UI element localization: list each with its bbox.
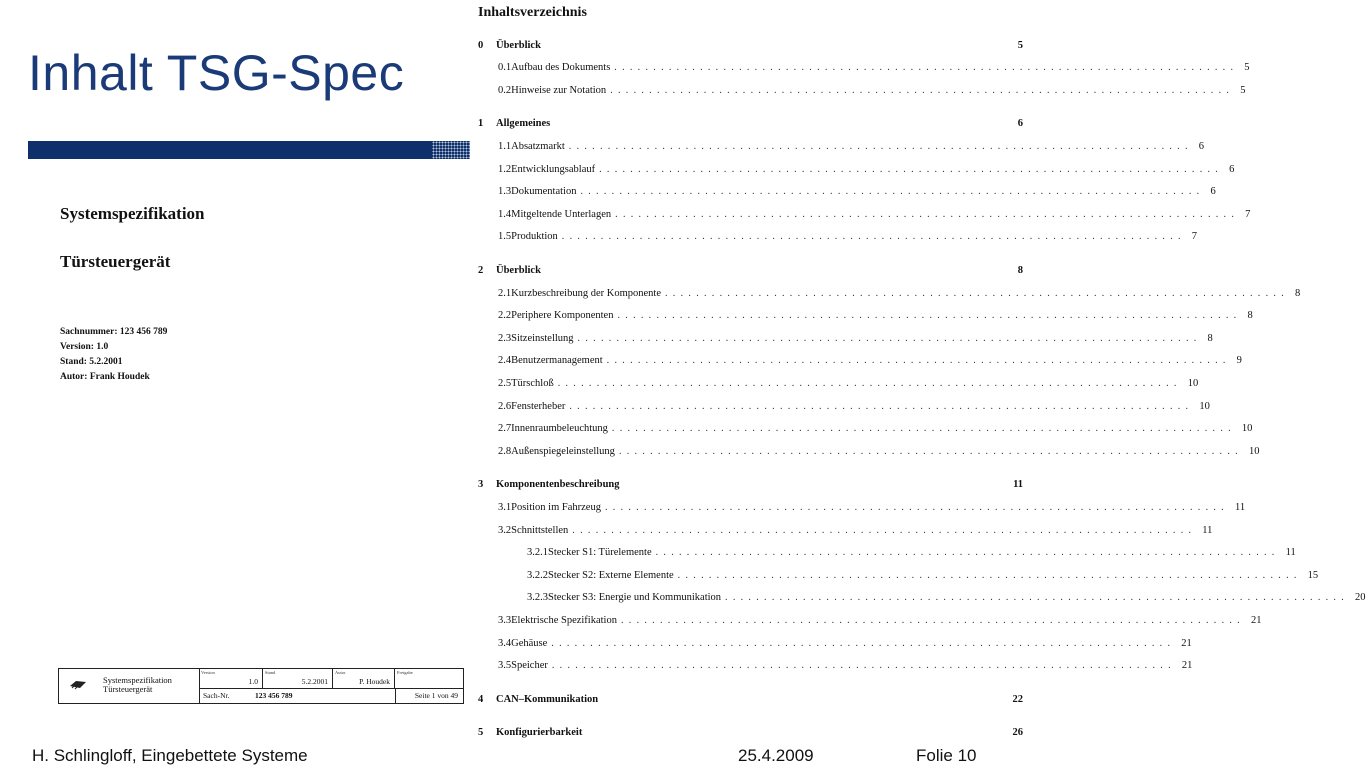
toc-entry[interactable] [478, 591, 1366, 605]
toc-entry-page: 8 [1247, 310, 1253, 322]
toc-entry-number: 1.4 [498, 208, 512, 220]
toc-entry[interactable] [478, 422, 1253, 436]
toc-entry[interactable] [478, 309, 1253, 323]
toc-entry-page: 8 [1295, 287, 1301, 299]
toc-entry-page: 5 [1017, 39, 1023, 51]
toc-entry-page: 10 [1187, 377, 1199, 389]
toc-entry-title: Überblick [496, 264, 541, 276]
toc-entry-title: Gehäuse [511, 637, 548, 649]
docbox-page-count: Seite 1 von 49 [414, 691, 458, 700]
toc-entry-number: 1 [478, 118, 484, 130]
toc-entry-title: Speicher [511, 660, 548, 672]
toc-entry-number: 3.5 [498, 660, 512, 672]
toc-entry-title: Aufbau des Dokuments [511, 62, 611, 74]
toc-entry-number: 4 [478, 693, 484, 705]
toc-dot-leader: ................................................................................ [677, 569, 1302, 581]
toc-dot-leader: ................................................................................ [604, 501, 1229, 513]
toc-entry-title: Entwicklungsablauf [511, 163, 596, 175]
toc-dot-leader: ................................................................................ [725, 592, 1350, 604]
toc-dot-leader: ................................................................................ [611, 423, 1236, 435]
toc-dot-leader: ................................................................................ [655, 547, 1280, 559]
toc-entry-title: Stecker S2: Externe Elemente [548, 569, 674, 581]
toc-dot-leader: ................................................................................ [551, 660, 1176, 672]
toc-entry-page: 22 [1012, 693, 1023, 705]
toc-entry-title: Konfigurierbarkeit [496, 727, 583, 739]
document-meta [60, 325, 167, 385]
toc-entry-page: 6 [1017, 118, 1023, 130]
docbox-stand: 5.2.2001 [301, 677, 328, 686]
docbox-stand-cell [263, 669, 333, 688]
toc-entry-number: 3.2.1 [527, 547, 548, 559]
docbox-row2 [199, 688, 463, 703]
toc-entry[interactable] [478, 286, 1301, 300]
docbox-title-cell [59, 669, 200, 703]
title-bar-dither [432, 141, 470, 159]
toc-entry-title: Außenspiegeleinstellung [511, 445, 615, 457]
toc-entry-number: 1.1 [498, 140, 512, 152]
toc-dot-leader: ................................................................................ [665, 287, 1289, 299]
toc-entry[interactable] [478, 354, 1242, 368]
toc-dot-leader: ................................................................................ [568, 140, 1193, 152]
toc-entry-title: Periphere Komponenten [511, 310, 614, 322]
toc-entry-page: 9 [1236, 355, 1242, 367]
docbox-line2: Türsteuergerät [103, 684, 153, 694]
docbox-version: 1.0 [248, 677, 258, 686]
toc-entry[interactable] [478, 83, 1246, 97]
toc-entry-title: Benutzermanagement [511, 355, 603, 367]
toc-entry-page: 5 [1244, 62, 1250, 74]
toc-dot-leader: ................................................................................ [580, 186, 1205, 198]
toc-entry[interactable] [478, 185, 1216, 199]
docbox-sach-nr: 123 456 789 [255, 691, 293, 700]
toc-dot-leader: ................................................................................ [557, 377, 1182, 389]
toc-entry-page: 6 [1210, 186, 1216, 198]
toc-entry-number: 1.5 [498, 231, 512, 243]
toc-entry-page: 11 [1013, 479, 1023, 491]
toc-entry[interactable] [478, 726, 1023, 740]
toc-dot-leader: ................................................................................ [618, 445, 1243, 457]
toc-entry-title: Hinweise zur Notation [511, 84, 607, 96]
toc-entry[interactable] [478, 230, 1198, 244]
toc-entry-page: 10 [1241, 423, 1253, 435]
toc-entry[interactable] [478, 399, 1210, 413]
toc-entry-page: 21 [1181, 660, 1193, 672]
toc-entry-page: 7 [1191, 231, 1198, 243]
toc-entry[interactable] [478, 692, 1023, 706]
toc-entry-number: 2.1 [498, 287, 512, 299]
docbox-version-cell [199, 669, 263, 688]
toc-entry-page: 20 [1355, 592, 1366, 604]
toc-entry[interactable] [478, 478, 1023, 492]
toc-entry[interactable] [478, 117, 1023, 131]
toc-dot-leader: ................................................................................ [610, 84, 1235, 96]
docbox-autor-label: Autor [335, 670, 346, 675]
toc-entry-title: Sitzeinstellung [511, 332, 574, 344]
toc-entry-page: 8 [1017, 264, 1023, 276]
docbox-line1: Systemspezifikation [103, 675, 172, 685]
toc-entry-number: 0.1 [498, 62, 512, 74]
toc-entry-page: 7 [1245, 208, 1251, 220]
toc-entry-title: Absatzmarkt [511, 140, 565, 152]
toc-entry-title: Position im Fahrzeug [511, 501, 601, 513]
docbox-version-label: Version [201, 670, 215, 675]
meta-sachnummer: Sachnummer: 123 456 789 [60, 327, 168, 337]
toc-entry[interactable] [478, 444, 1260, 458]
toc-entry[interactable] [478, 568, 1319, 582]
connector-icon [69, 679, 87, 689]
toc-entry[interactable] [478, 38, 1023, 52]
toc-entry-number: 0.2 [498, 84, 512, 96]
toc-entry[interactable] [478, 139, 1205, 153]
toc-entry-number: 2.5 [498, 377, 512, 389]
toc-entry[interactable] [478, 263, 1023, 277]
title-underline-bar [28, 141, 470, 159]
toc-entry[interactable] [478, 376, 1199, 390]
toc-entry[interactable] [478, 636, 1192, 650]
toc-entry[interactable] [478, 61, 1250, 75]
toc-dot-leader: ................................................................................ [606, 355, 1231, 367]
docbox-divider [395, 688, 396, 703]
toc-entry-number: 3.1 [498, 501, 512, 513]
toc-entry-title: Fensterheber [511, 400, 566, 412]
toc-dot-leader: ................................................................................ [614, 62, 1239, 74]
toc-entry-number: 3.4 [498, 637, 512, 649]
toc-entry-title: Elektrische Spezifikation [511, 614, 617, 626]
toc-entry-title: Stecker S3: Energie und Kommunikation [548, 592, 722, 604]
toc-entry-title: Türschloß [511, 377, 554, 389]
toc-entry-page: 11 [1285, 547, 1296, 559]
toc-entry-number: 5 [478, 727, 484, 739]
toc-entry[interactable] [478, 613, 1262, 627]
toc-entry-number: 3 [478, 479, 484, 491]
toc-entry-number: 2.6 [498, 400, 512, 412]
toc-entry-page: 5 [1240, 84, 1246, 96]
toc-entry-title: Überblick [496, 39, 541, 51]
toc-entry-title: Stecker S1: Türelemente [548, 547, 652, 559]
toc-entry-number: 3.3 [498, 614, 512, 626]
toc-entry-number: 2.7 [498, 423, 512, 435]
toc-dot-leader: ................................................................................ [599, 163, 1224, 175]
toc-entry-number: 3.2.3 [527, 592, 548, 604]
toc-entry[interactable] [478, 523, 1213, 537]
toc-entry[interactable] [478, 546, 1296, 560]
document-title: Systemspezifikation [60, 204, 205, 223]
document-info-box [58, 668, 464, 704]
toc-entry-page: 6 [1198, 140, 1205, 152]
toc-entry-number: 2.3 [498, 332, 512, 344]
toc-entry-number: 1.3 [498, 186, 512, 198]
toc-entry-title: Schnittstellen [511, 524, 569, 536]
docbox-freigabe-cell [395, 669, 463, 688]
toc-entry-number: 3.2 [498, 524, 512, 536]
toc-entry-page: 11 [1234, 501, 1246, 513]
toc-entry-page: 15 [1307, 569, 1319, 581]
toc-entry-title: Mitgeltende Unterlagen [511, 208, 612, 220]
docbox-sach-label: Sach-Nr. [203, 691, 230, 700]
toc-dot-leader: ................................................................................ [617, 310, 1242, 322]
toc-entry-title: Komponentenbeschreibung [496, 479, 620, 491]
toc-dot-leader: ................................................................................ [551, 637, 1176, 649]
toc-entry-page: 11 [1202, 524, 1213, 536]
toc-entry-page: 21 [1250, 614, 1262, 626]
toc-entry[interactable] [478, 500, 1246, 514]
toc-dot-leader: ................................................................................ [561, 231, 1186, 243]
footer-slide-number: Folie 10 [916, 746, 977, 765]
toc-entry[interactable] [478, 207, 1251, 221]
slide-title: Inhalt TSG-Spec [28, 45, 405, 101]
toc-entry-number: 2.4 [498, 355, 512, 367]
toc-entry-title: Produktion [511, 231, 558, 243]
toc-dot-leader: ................................................................................ [620, 614, 1245, 626]
toc-entry-number: 0 [478, 39, 484, 51]
toc-entry[interactable] [478, 659, 1193, 673]
toc-dot-leader: ................................................................................ [577, 332, 1202, 344]
toc-entry-page: 21 [1181, 637, 1192, 649]
footer-author: H. Schlingloff, Eingebettete Systeme [32, 746, 308, 765]
toc-entry-title: Kurzbeschreibung der Komponente [511, 287, 661, 299]
docbox-stand-label: Stand [265, 670, 276, 675]
toc-entry-title: Innenraumbeleuchtung [511, 423, 608, 435]
toc-entry-page: 8 [1207, 332, 1213, 344]
toc-dot-leader: ................................................................................ [569, 400, 1194, 412]
toc-entry-title: CAN–Kommunikation [496, 693, 599, 705]
meta-version: Version: 1.0 [60, 342, 109, 352]
toc-entry-number: 2 [478, 264, 484, 276]
docbox-autor: P. Houdek [359, 677, 390, 686]
document-subtitle: Türsteuergerät [60, 252, 171, 271]
meta-autor: Autor: Frank Houdek [60, 372, 150, 382]
docbox-autor-cell [333, 669, 395, 688]
toc-entry-number: 1.2 [498, 163, 512, 175]
meta-stand: Stand: 5.2.2001 [60, 357, 123, 367]
docbox-freigabe-label: Freigabe [397, 670, 413, 675]
toc-entry-title: Allgemeines [496, 118, 551, 130]
docbox-row1 [199, 669, 463, 689]
toc-dot-leader: ................................................................................ [572, 524, 1197, 536]
toc-entry-number: 2.8 [498, 445, 512, 457]
toc-entry[interactable] [478, 331, 1213, 345]
toc-entry-number: 2.2 [498, 310, 512, 322]
toc-dot-leader: ................................................................................ [615, 208, 1240, 220]
toc-entry-number: 3.2.2 [527, 569, 548, 581]
toc-title: Inhaltsverzeichnis [478, 5, 587, 20]
toc-entry-page: 6 [1229, 163, 1235, 175]
toc-entry-page: 26 [1012, 727, 1023, 739]
toc-entry-page: 10 [1248, 445, 1260, 457]
toc-entry-page: 10 [1199, 400, 1210, 412]
footer-date: 25.4.2009 [738, 746, 814, 765]
toc-entry-title: Dokumentation [511, 186, 577, 198]
toc-entry[interactable] [478, 162, 1235, 176]
